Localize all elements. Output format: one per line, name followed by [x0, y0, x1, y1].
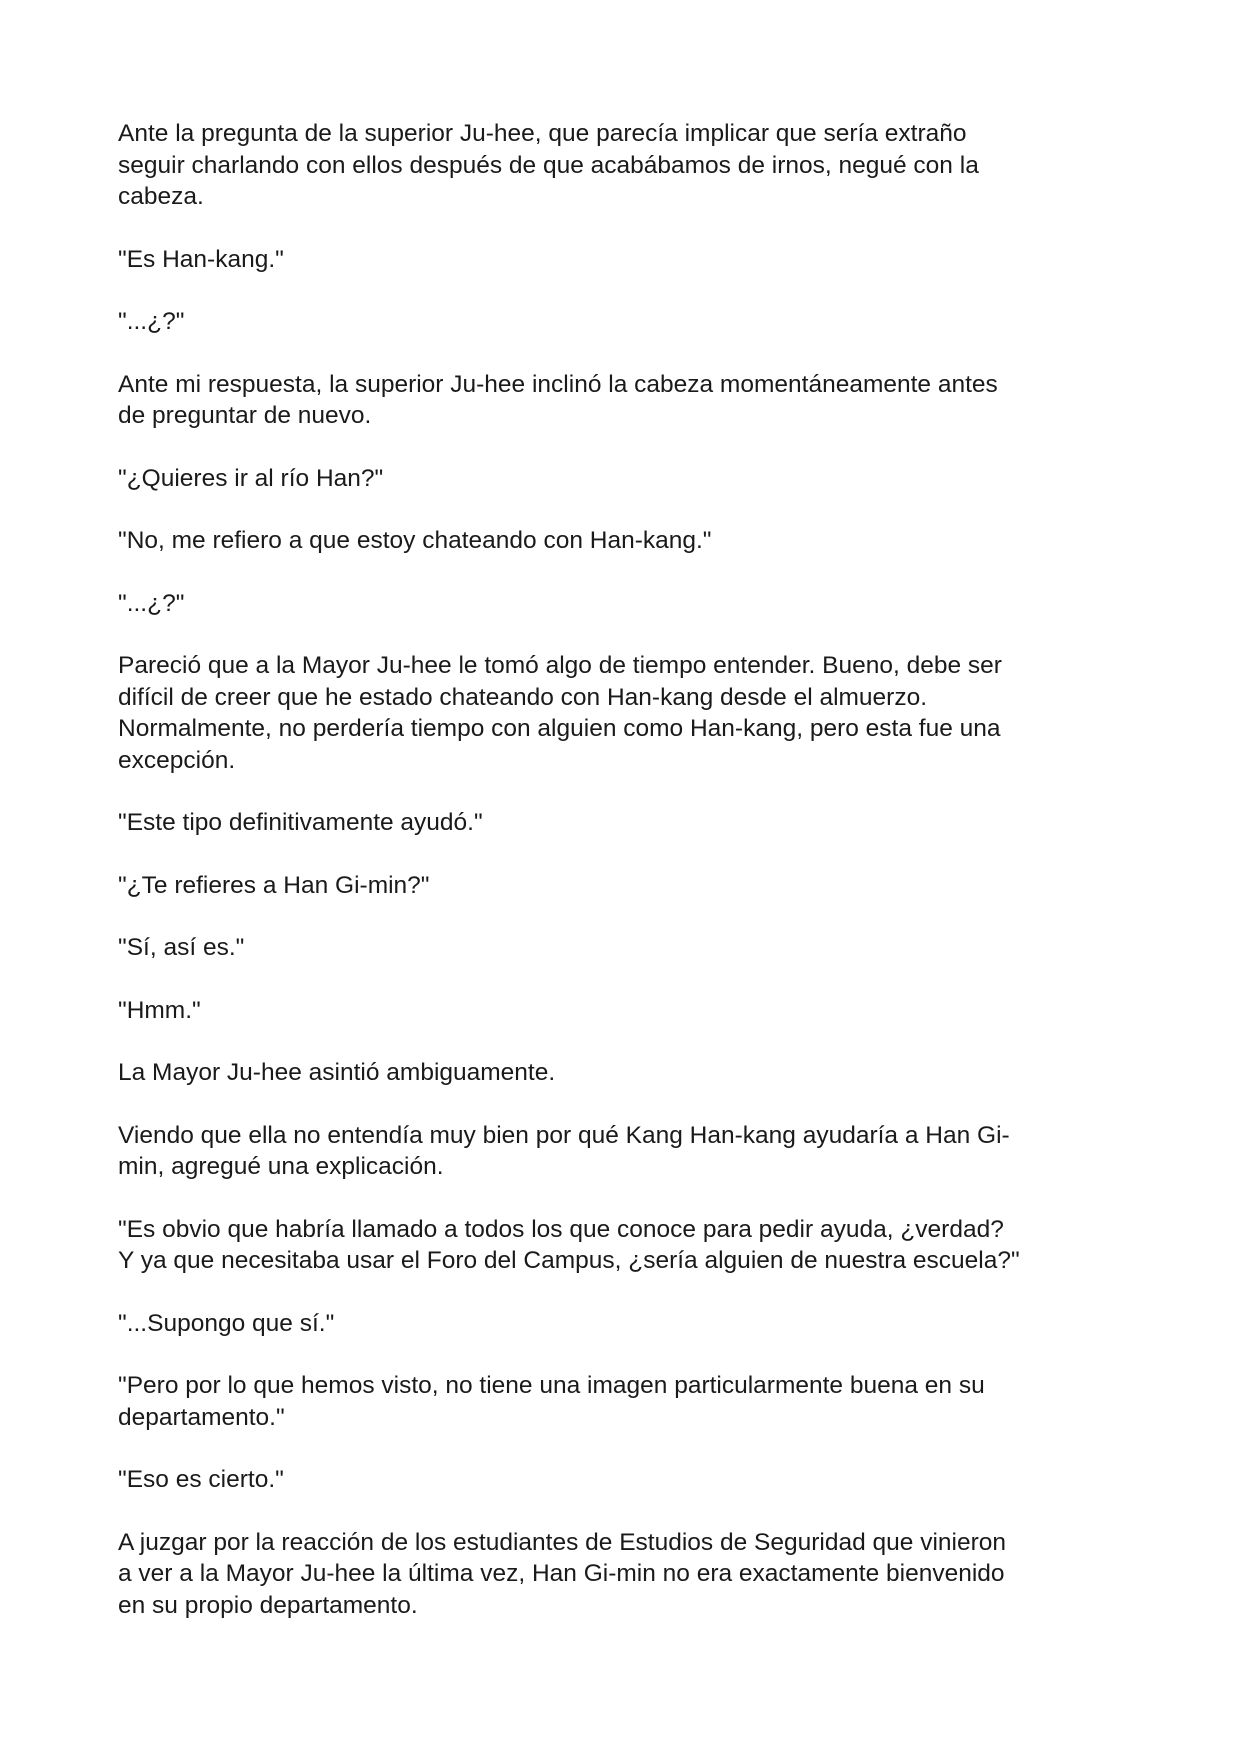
document-page	[118, 118, 1138, 1652]
paragraph: "Este tipo definitivamente ayudó."	[118, 809, 483, 836]
paragraph: "¿Quieres ir al río Han?"	[118, 464, 384, 492]
paragraph: Ante la pregunta de la superior Ju-hee, que parecía implicar que sería extraño seguir charlando con ellos después de que acabábamos de irnos, negué con la cabeza.	[118, 120, 979, 210]
paragraph: "Es Han-kang."	[118, 245, 284, 273]
paragraph: "No, me refiero a que estoy chateando con Han-kang."	[118, 527, 712, 554]
paragraph: "...Supongo que sí."	[118, 1309, 335, 1337]
paragraph: "...¿?"	[118, 589, 185, 617]
paragraph: La Mayor Ju-hee asintió ambiguamente.	[118, 1059, 556, 1086]
paragraph: "Eso es cierto."	[118, 1466, 284, 1493]
paragraph: "Es obvio que habría llamado a todos los que conoce para pedir ayuda, ¿verdad? Y ya que necesitaba usar el Foro del Campus, ¿sería alguien de nuestra escuela?"	[118, 1215, 1020, 1274]
paragraph: Pareció que a la Mayor Ju-hee le tomó algo de tiempo entender. Bueno, debe ser difícil de creer que he estado chateando con Han-kang desde el almuerzo. Normalmente, no perdería tiempo con alguien como Han-kang, pero esta fue una excepción.	[118, 652, 1002, 774]
paragraph: "¿Te refieres a Han Gi-min?"	[118, 871, 430, 899]
paragraph: Ante mi respuesta, la superior Ju-hee inclinó la cabeza momentáneamente antes de preguntar de nuevo.	[118, 370, 998, 429]
paragraph: Viendo que ella no entendía muy bien por qué Kang Han-kang ayudaría a Han Gi- min, agregué una explicación.	[118, 1121, 1010, 1180]
paragraph: "...¿?"	[118, 308, 185, 335]
paragraph: A juzgar por la reacción de los estudiantes de Estudios de Seguridad que vinieron a ver a la Mayor Ju-hee la última vez, Han Gi-min no era exactamente bienvenido en su propio departamento.	[118, 1528, 1007, 1619]
paragraph: "Sí, así es."	[118, 934, 245, 961]
paragraph: "Hmm."	[118, 996, 201, 1024]
paragraph: "Pero por lo que hemos visto, no tiene una imagen particularmente buena en su departamento."	[118, 1372, 985, 1431]
